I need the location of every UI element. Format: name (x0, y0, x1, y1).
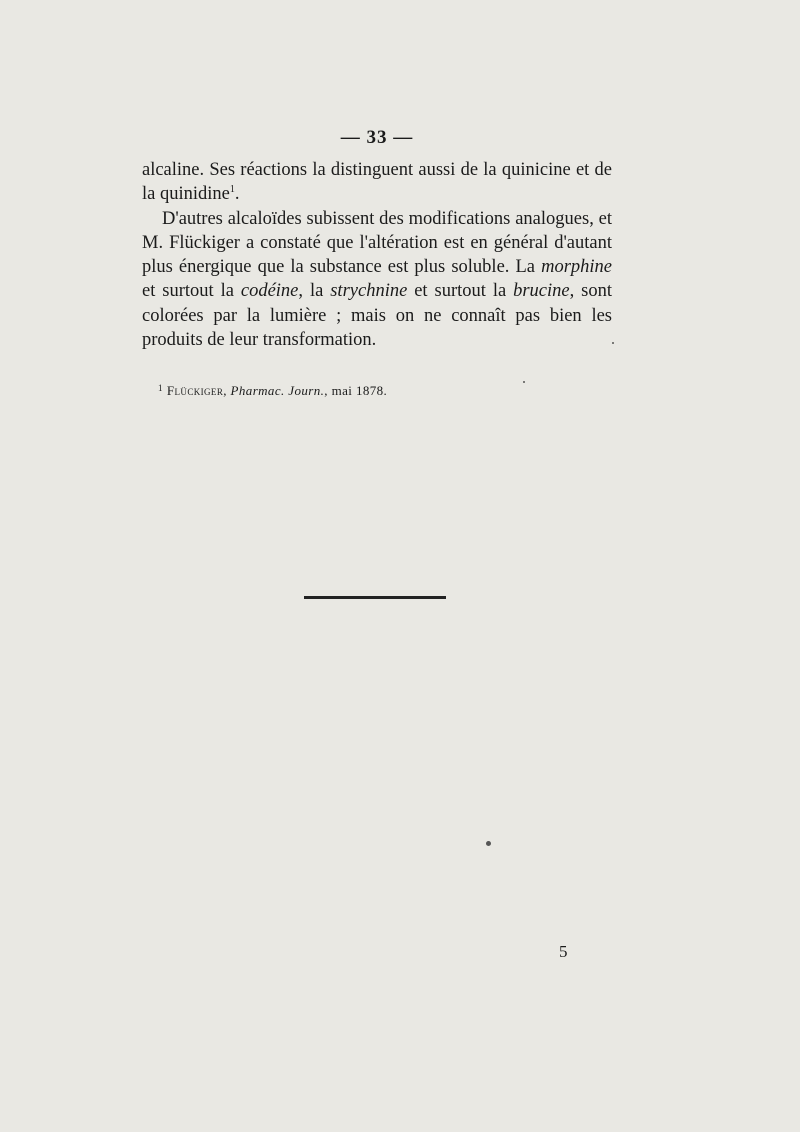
paragraph-2 (142, 207, 612, 353)
body-text (142, 158, 612, 352)
term-morphine: morphine (541, 257, 612, 278)
paper-speck (523, 381, 525, 383)
footnote-date: , mai 1878. (324, 383, 388, 398)
footnote-separator: , (223, 383, 231, 398)
signature-mark: 5 (559, 942, 568, 961)
paragraph-1-end: . (234, 184, 240, 205)
paper-speck (612, 342, 614, 344)
paper-speck (486, 841, 491, 846)
footnote-reference: 1 (229, 184, 235, 196)
paragraph-2-text-1: D'autres alcaloïdes subissent des modifications analogues, et M. Flückiger a constaté que l'altération est en général d'autant plus énergique que la substance est plus soluble. La (142, 208, 612, 278)
term-strychnine: strychnine (330, 281, 408, 302)
footnote-journal: Pharmac. Journ. (230, 383, 325, 398)
page-number: — 33 — (340, 127, 414, 148)
paragraph-2-text-5: , sont colorées par la lumière ; mais on ne connaît pas bien les produits de leur transformation. (142, 281, 612, 351)
footnote-marker: 1 (158, 383, 163, 393)
term-brucine: brucine (513, 281, 570, 302)
paragraph-2-text-4: et surtout la (407, 281, 514, 302)
footnote-author: Flückiger (166, 383, 224, 398)
footnote (158, 383, 578, 399)
paragraph-1-text: alcaline. Ses réactions la distinguent aussi de la quinicine et de la quinidine (142, 160, 612, 205)
paragraph-2-text-3: , la (298, 281, 331, 302)
section-end-rule (304, 596, 446, 599)
paragraph-1 (142, 158, 612, 207)
paragraph-2-text-2: et surtout la (142, 281, 241, 302)
term-codeine: codéine (240, 281, 299, 302)
